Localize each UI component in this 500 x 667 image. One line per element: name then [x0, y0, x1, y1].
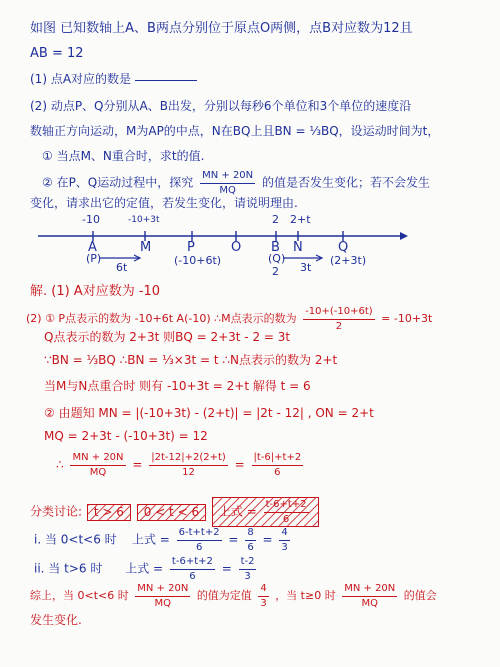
label-2-below: 2	[272, 265, 279, 278]
solution-step-N: ∵BN = ⅓BQ ∴BN = ⅓×3t = t ∴N点表示的数为 2+t	[44, 353, 338, 367]
case-2-label: 上式 =	[125, 561, 164, 576]
case-1-eq-1: =	[228, 532, 239, 547]
conclusion-value-den: 3	[260, 597, 267, 609]
therefore-symbol: ∴	[56, 457, 64, 472]
point-Q: Q	[338, 240, 349, 255]
conclusion-line-2: 发生变化.	[30, 613, 82, 627]
case-1-frac-2-den: 6	[247, 541, 254, 553]
case-2-frac-2-num: t-2	[239, 556, 257, 570]
case-2-row	[34, 556, 259, 582]
step-M-text: (2) ① P点表示的数为 -10+6t A(-10) ∴M点表示的数为	[26, 312, 297, 325]
step-M-numerator: -10+(-10+6t)	[303, 306, 375, 320]
conclusion-post: 的值会	[403, 589, 437, 602]
step-M-fraction	[303, 306, 375, 332]
case-1-frac-2-num: 8	[245, 527, 255, 541]
solution-step-coincide: 当M与N点重合时 则有 -10+3t = 2+t 解得 t = 6	[44, 379, 311, 393]
label-P-start: (P)	[86, 252, 102, 265]
case-1-row	[34, 527, 293, 553]
conclusion-frac-1-num: MN + 20N	[135, 583, 190, 597]
case-box-num: t-6+t+2	[264, 499, 309, 513]
ratio-frac-1	[70, 452, 125, 478]
case-1-condition: i. 当 0<t<6 时	[34, 532, 117, 547]
ratio-frac-2-den: 12	[182, 466, 195, 478]
label-6t: 6t	[116, 261, 128, 274]
ratio-frac-1-den: MQ	[89, 466, 107, 478]
point-P: P	[187, 240, 195, 255]
solution-step-M	[26, 306, 432, 332]
point-N: N	[293, 240, 303, 255]
label-2: 2	[272, 213, 279, 226]
conclusion-mid: 的值为定值	[196, 589, 252, 602]
conclusion-frac-2-den: MQ	[361, 597, 378, 609]
label-minus-10: -10	[82, 213, 100, 226]
solution-ratio-expression	[56, 452, 306, 478]
case-1-frac-2	[245, 527, 255, 553]
case-2-frac-1-num: t-6+t+2	[170, 556, 215, 570]
equals-1: =	[132, 457, 143, 472]
case-2-frac-1	[170, 556, 215, 582]
case-box-t-gt-6: t > 6	[87, 504, 131, 522]
ratio-frac-3-num: |t-6|+t+2	[252, 452, 304, 466]
conclusion-frac-2	[342, 583, 397, 609]
case-2-frac-2	[239, 556, 257, 582]
point-M: M	[140, 240, 152, 255]
conclusion-pre: 综上，当 0<t<6 时	[30, 589, 129, 602]
problem-line-1: 如图 已知数轴上A、B两点分别位于原点O两侧，点B对应数为12且	[30, 21, 413, 36]
case-box-fraction	[264, 499, 309, 525]
case-1-frac-3-num: 4	[279, 527, 289, 541]
case-analysis-row	[30, 497, 320, 527]
case-box-0-lt-t-lt-6: 0 < t < 6	[137, 504, 206, 522]
case-1-frac-1	[177, 527, 222, 553]
case-box-den: 6	[282, 513, 290, 525]
conclusion-value	[258, 583, 268, 609]
label-Q-position: (2+3t)	[330, 254, 367, 267]
case-2-frac-2-den: 3	[244, 570, 251, 582]
ratio-frac-3	[252, 452, 304, 478]
point-A: A	[88, 240, 97, 255]
ratio-frac-2-num: |2t-12|+2(2+t)	[149, 452, 228, 466]
conclusion-mid-2: ，当 t≥0 时	[275, 589, 336, 602]
question-2-line-1: (2) 动点P、Q分别从A、B出发，分别以每秒6个单位和3个单位的速度沿	[30, 99, 412, 113]
conclusion-row	[30, 583, 437, 609]
axis-arrow-icon	[400, 232, 408, 240]
ratio-denominator: MQ	[219, 184, 236, 196]
case-2-eq: =	[221, 561, 232, 576]
question-2-sub-2-line-2: 变化，请求出它的定值，若发生变化，请说明理由.	[30, 196, 298, 210]
conclusion-frac-1	[135, 583, 190, 609]
step-M-result: = -10+3t	[381, 312, 433, 325]
equals-2: =	[234, 457, 245, 472]
question-2-sub-1: ① 当点M、N重合时，求t的值.	[42, 149, 205, 163]
conclusion-frac-1-den: MQ	[154, 597, 172, 609]
case-1-frac-1-den: 6	[195, 541, 203, 553]
case-2-condition: ii. 当 t>6 时	[34, 561, 103, 576]
step-M-denominator: 2	[335, 320, 343, 332]
case-box-expression	[212, 497, 319, 527]
ratio-numerator: MN + 20N	[200, 170, 255, 184]
case-1-eq-2: =	[262, 532, 273, 547]
case-1-frac-3	[279, 527, 289, 553]
case-title: 分类讨论:	[30, 504, 83, 519]
solution-step-MQ: MQ = 2+3t - (-10+3t) = 12	[44, 429, 208, 443]
label-3t: 3t	[300, 261, 312, 274]
case-1-label: 上式 =	[131, 532, 170, 547]
conclusion-frac-2-num: MN + 20N	[342, 583, 397, 597]
problem-line-2: AB = 12	[30, 46, 84, 61]
solution-part-1: 解. (1) A对应数为 -10	[30, 284, 161, 299]
label-Q-start: (Q)	[268, 252, 286, 265]
point-B: B	[271, 240, 280, 255]
number-line-diagram	[0, 0, 500, 300]
label-minus10-plus3t: -10+3t	[128, 215, 160, 225]
case-1-frac-1-num: 6-t+t+2	[177, 527, 222, 541]
q2-sub2-pre: ② 在P、Q运动过程中，探究	[42, 175, 194, 190]
ratio-frac-3-den: 6	[274, 466, 281, 478]
ratio-frac-2	[149, 452, 228, 478]
solution-step-MN: ② 由题知 MN = |(-10+3t) - (2+t)| = |2t - 12| , ON = 2+t	[44, 406, 374, 420]
label-P-position: (-10+6t)	[174, 254, 222, 267]
q2-sub2-post: 的值是否发生变化；若不会发生	[261, 175, 430, 190]
case-1-frac-3-den: 3	[281, 541, 288, 553]
solution-step-Q: Q点表示的数为 2+3t 则BQ = 2+3t - 2 = 3t	[44, 330, 291, 344]
ratio-frac-1-num: MN + 20N	[70, 452, 125, 466]
question-2-line-2: 数轴正方向运动，M为AP的中点，N在BQ上且BN = ⅓BQ，设运动时间为t，	[30, 124, 440, 138]
question-1-text: (1) 点A对应的数是	[30, 72, 132, 86]
point-O: O	[231, 240, 242, 255]
label-2-plus-t: 2+t	[290, 213, 311, 226]
case-box-expression-label: 上式 =	[218, 504, 261, 519]
conclusion-value-num: 4	[258, 583, 268, 597]
case-2-frac-1-den: 6	[189, 570, 196, 582]
